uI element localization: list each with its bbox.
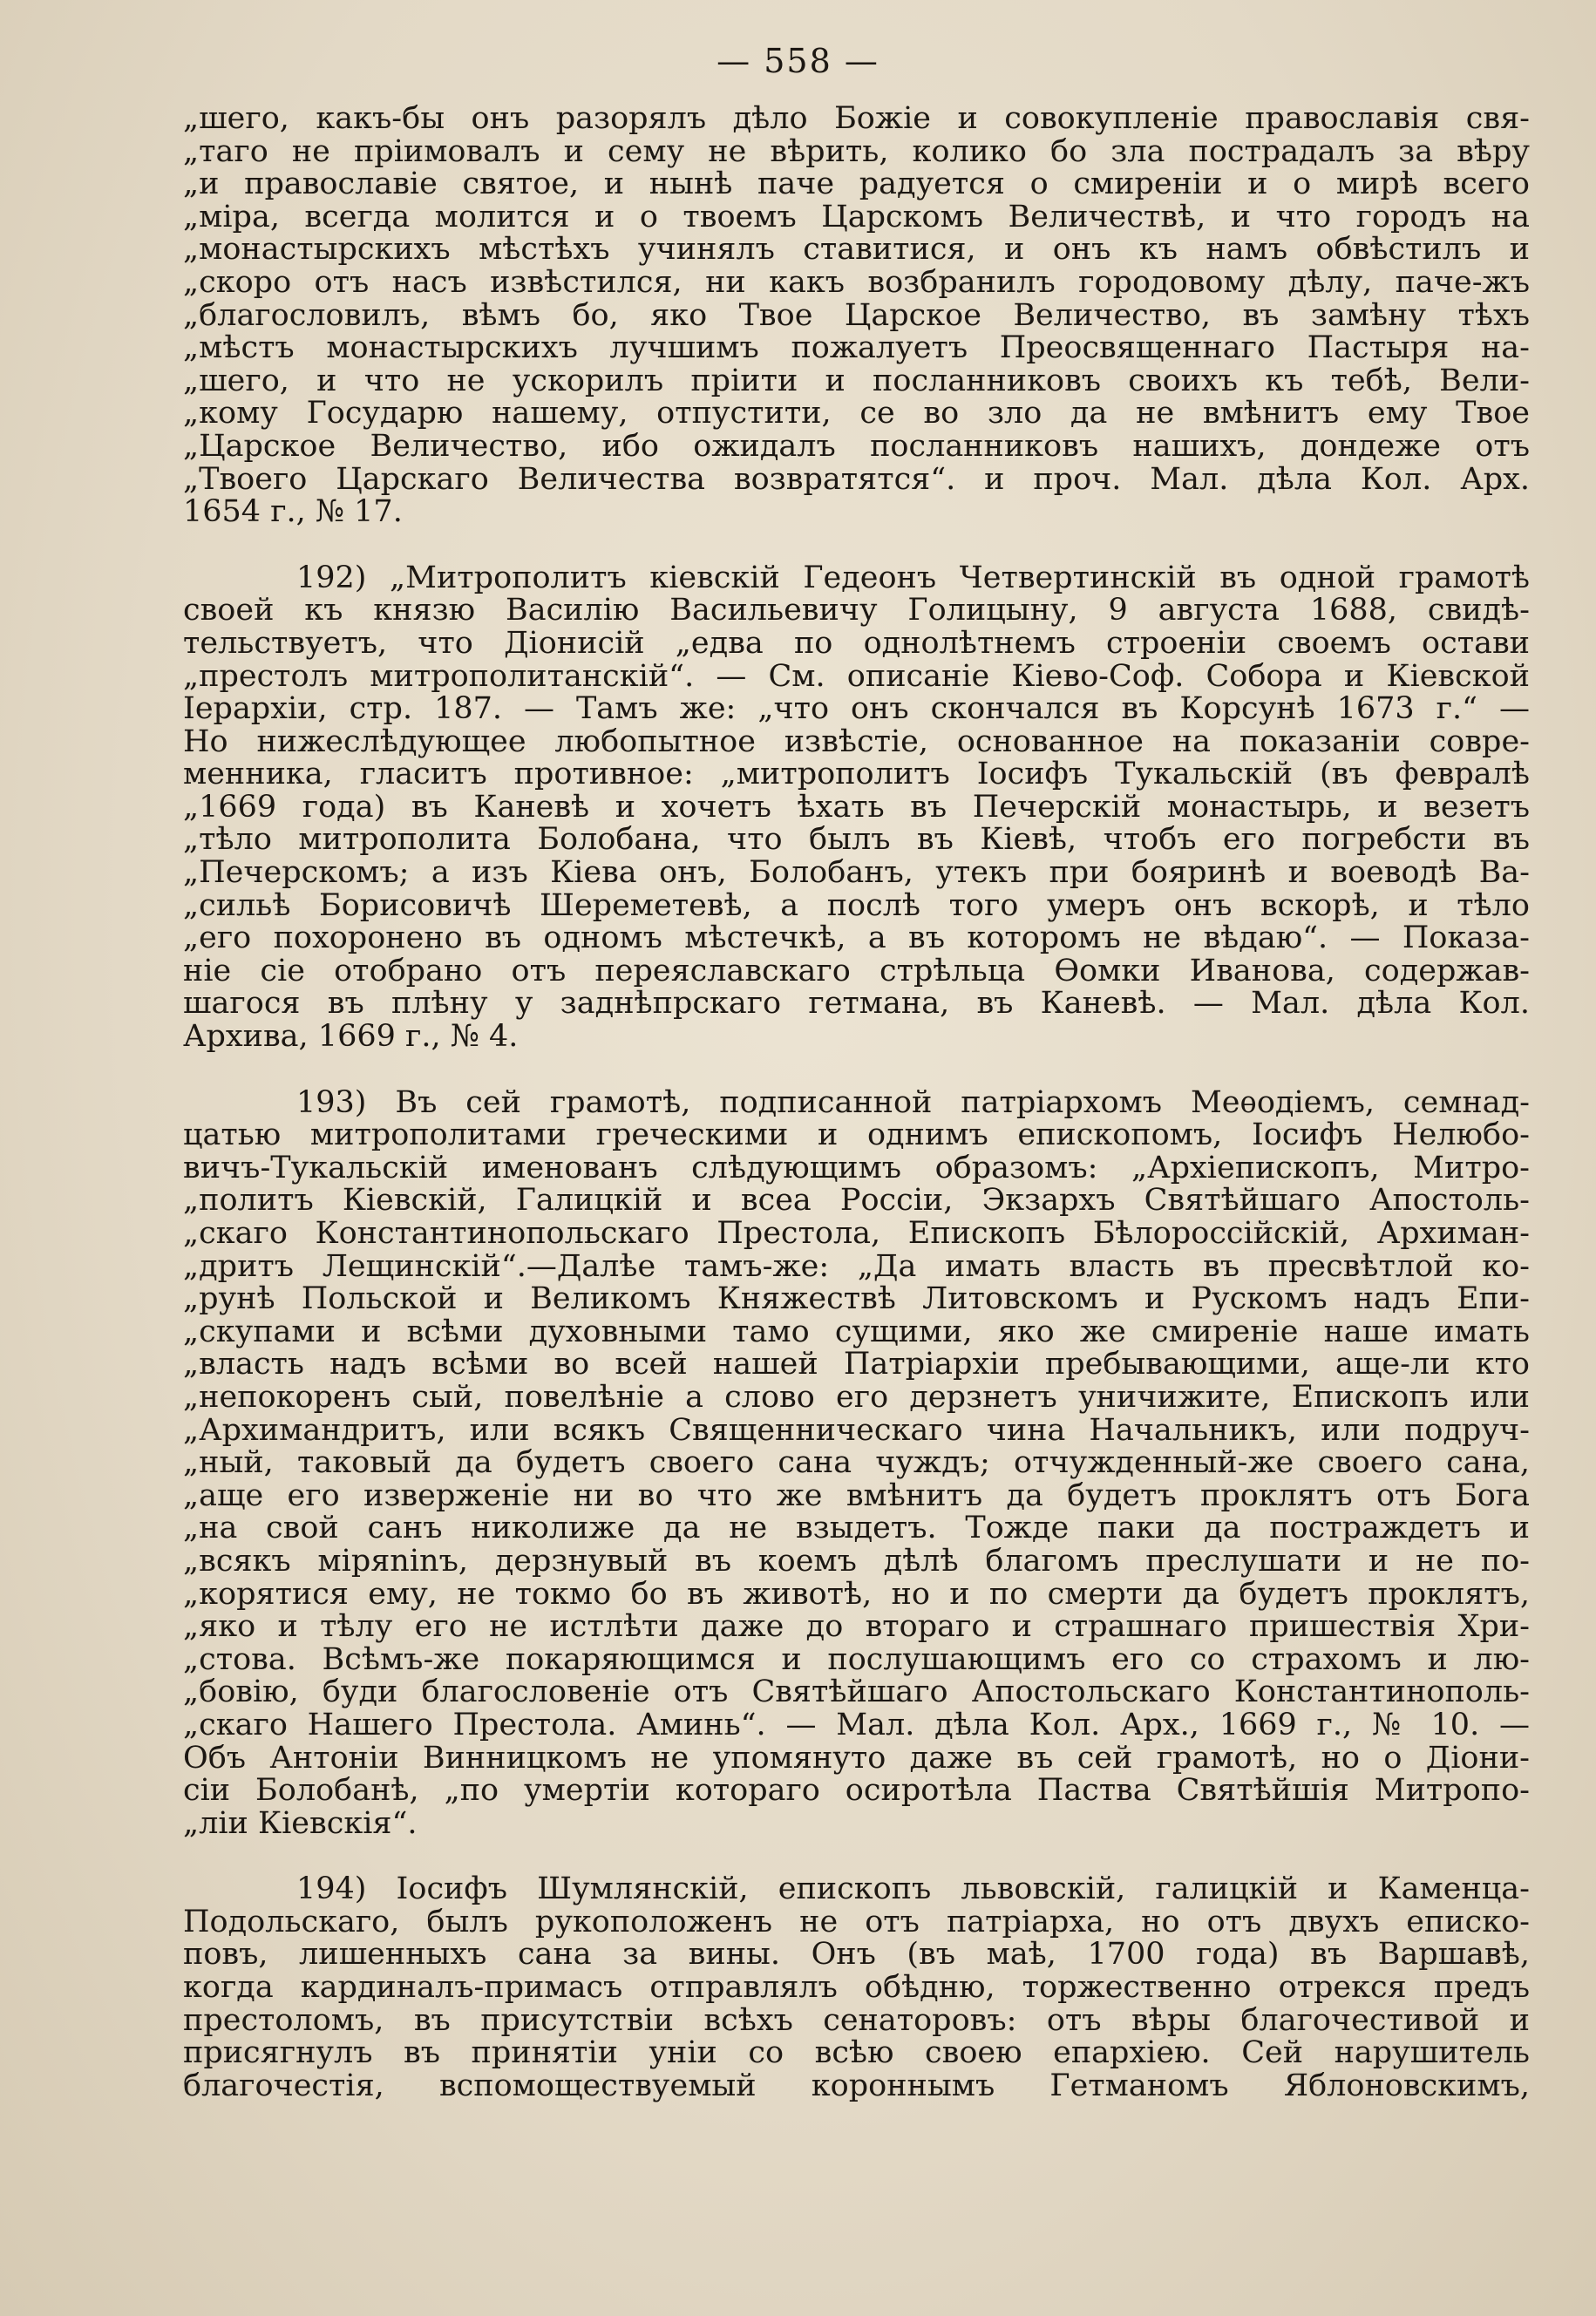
text-line: „рунѣ Польской и Великомъ Княжествѣ Литовскомъ и Рускомъ надъ Епи-: [183, 1283, 1530, 1316]
text-line: „1669 года) въ Каневѣ и хочетъ ѣхать въ Печерскій монастырь, и везетъ: [183, 791, 1530, 825]
text-line: ніе сіе отобрано отъ переяславскаго стрѣльца Ѳомки Иванова, содержав-: [183, 954, 1530, 988]
text-line: когда кардиналъ-примасъ отправлялъ обѣдню, торжественно отрекся предъ: [183, 1972, 1530, 2005]
text-line: „тѣло митрополита Болобана, что былъ въ Кіевѣ, чтобъ его погребсти въ: [183, 824, 1530, 858]
text-line: Іерархіи, стр. 187. — Тамъ же: „что онъ скончался въ Корсунѣ 1673 г.“ —: [183, 693, 1530, 726]
text-line: тельствуетъ, что Діонисій „едва по однолѣтнемъ строеніи своемъ остави: [183, 627, 1530, 661]
paragraph: [183, 562, 1530, 1054]
text-line: „политъ Кіевскій, Галицкій и всеа Россіи, Экзархъ Святѣйшаго Апостоль-: [183, 1185, 1530, 1218]
text-line: „и православіе святое, и нынѣ паче радуется о смиреніи и о мирѣ всего: [183, 168, 1530, 201]
text-line: „Царское Величество, ибо ожидалъ посланниковъ нашихъ, дондеже отъ: [183, 430, 1530, 464]
text-line: „таго не пріимовалъ и сему не вѣрить, колико бо зла пострадалъ за вѣру: [183, 135, 1530, 169]
text-line: „дритъ Лещинскій“.—Далѣе тамъ-же: „Да имать власть въ пресвѣтлой ко-: [183, 1250, 1530, 1284]
text-line: „кому Государю нашему, отпустити, се во зло да не вмѣнитъ ему Твое: [183, 397, 1530, 431]
text-line: „міра, всегда молится и о твоемъ Царскомъ Величествѣ, и что городъ на: [183, 200, 1530, 234]
text-line: „Печерскомъ; а изъ Кіева онъ, Болобанъ, утекъ при бояринѣ и воеводѣ Ва-: [183, 857, 1530, 890]
text-line: „скаго Константинопольскаго Престола, Епископъ Бѣлороссійскій, Архиман-: [183, 1218, 1530, 1251]
text-line: повъ, лишенныхъ сана за вины. Онъ (въ маѣ, 1700 года) въ Варшавѣ,: [183, 1939, 1530, 1973]
text-line: шагося въ плѣну у заднѣпрскаго гетмана, въ Каневѣ. — Мал. дѣла Кол.: [183, 988, 1530, 1022]
text-line: „благословилъ, вѣмъ бо, яко Твое Царское Величество, въ замѣну тѣхъ: [183, 299, 1530, 333]
text-line: вичъ-Тукальскій именованъ слѣдующимъ образомъ: „Архіепископъ, Митро-: [183, 1151, 1530, 1185]
text-line: „власть надъ всѣми во всей нашей Патріархіи пребывающими, аще-ли кто: [183, 1348, 1530, 1382]
text-line: Подольскаго, былъ рукоположенъ не отъ патріарха, но отъ двухъ еписко-: [183, 1905, 1530, 1939]
text-line: „на свой санъ николиже да не взыдетъ. Тожде паки да постраждетъ и: [183, 1512, 1530, 1545]
text-line: „престолъ митрополитанскій“. — См. описаніе Кіево-Соф. Собора и Кіевской: [183, 660, 1530, 694]
text-line: „шего, и что не ускорилъ пріити и посланниковъ своихъ къ тебѣ, Вели-: [183, 364, 1530, 398]
text-line: „его похоронено въ одномъ мѣстечкѣ, а въ которомъ не вѣдаю“. — Показа-: [183, 922, 1530, 955]
text-line: „скаго Нашего Престола. Аминь“. — Мал. дѣла Кол. Арх., 1669 г., № 10. —: [183, 1708, 1530, 1742]
text-line: „непокоренъ сый, повелѣніе а слово его дерзнетъ уничижите, Епископъ или: [183, 1381, 1530, 1415]
text-line: „шего, какъ-бы онъ разорялъ дѣло Божіе и совокупленіе православія свя-: [183, 103, 1530, 136]
text-line: „стова. Всѣмъ-же покаряющимся и послушающимъ его со страхомъ и лю-: [183, 1643, 1530, 1677]
text-line: „скупами и всѣми духовными тамо сущими, яко же смиреніе наше имать: [183, 1315, 1530, 1349]
text-line: сіи Болобанѣ, „по умертіи котораго осиротѣла Паства Святѣйшія Митропо-: [183, 1775, 1530, 1808]
text-line: 192) „Митрополитъ кіевскій Гедеонъ Четвертинскій въ одной грамотѣ: [296, 561, 1530, 595]
text-line: Но нижеслѣдующее любопытное извѣстіе, основанное на показаніи совре-: [183, 725, 1530, 759]
text-line: „ліи Кіевскія“.: [183, 1807, 418, 1841]
text-line: Архива, 1669 г., № 4.: [183, 1021, 519, 1054]
paragraph: [183, 1087, 1530, 1841]
page-number: — 558 —: [717, 42, 879, 80]
text-line: „бовію, буди благословеніе отъ Святѣйшаго Апостольскаго Константинополь-: [183, 1676, 1530, 1709]
text-line: „скоро отъ насъ извѣстился, ни какъ возбранилъ городовому дѣлу, паче-жъ: [183, 266, 1530, 300]
text-line: цатью митрополитами греческими и однимъ епископомъ, Іосифъ Нелюбо-: [183, 1119, 1530, 1152]
text-line: присягнулъ въ принятіи уніи со всѣю своею епархіею. Сей нарушитель: [183, 2037, 1530, 2070]
text-line: благочестія, вспомоществуемый короннымъ Гетманомъ Яблоновскимъ,: [183, 2069, 1530, 2103]
text-line: 193) Въ сей грамотѣ, подписанной патріархомъ Меѳодіемъ, семнад-: [296, 1086, 1530, 1120]
text-line: „корятися ему, не токмо бо въ животѣ, но и по смерти да будетъ проклятъ,: [183, 1578, 1530, 1612]
text-line: „сильѣ Борисовичѣ Шереметевѣ, а послѣ того умеръ онъ вскорѣ, и тѣло: [183, 889, 1530, 923]
text-line: „всякъ міряninъ, дерзнувый въ коемъ дѣлѣ благомъ преслушати и не по-: [183, 1545, 1530, 1579]
text-line: престоломъ, въ присутствіи всѣхъ сенаторовъ: отъ вѣры благочестивой и: [183, 2004, 1530, 2038]
text-line: 194) Іосифъ Шумлянскій, епископъ львовскій, галицкій и Каменца-: [296, 1873, 1530, 1906]
text-line: „ный, таковый да будетъ своего сана чуждъ; отчужденный-же своего сана,: [183, 1447, 1530, 1480]
text-line: своей къ князю Василію Васильевичу Голицыну, 9 августа 1688, свидѣ-: [183, 594, 1530, 628]
text-line: „аще его изверженіе ни во что же вмѣнитъ да будетъ проклятъ отъ Бога: [183, 1479, 1530, 1513]
text-line: 1654 г., № 17.: [183, 496, 403, 529]
text-line: „Твоего Царскаго Величества возвратятся“. и проч. Мал. дѣла Кол. Арх.: [183, 463, 1530, 497]
text-line: менника, гласитъ противное: „митрополитъ Іосифъ Тукальскій (въ февралѣ: [183, 758, 1530, 791]
text-line: „мѣстъ монастырскихъ лучшимъ пожалуетъ Преосвященнаго Пастыря на-: [183, 332, 1530, 365]
paragraph: [183, 103, 1530, 529]
page-body: [183, 103, 1530, 2136]
text-line: „яко и тѣлу его не истлѣти даже до втораго и страшнаго пришествія Хри-: [183, 1611, 1530, 1644]
text-line: Объ Антоніи Винницкомъ не упомянуто даже въ сей грамотѣ, но о Діони-: [183, 1742, 1530, 1776]
text-line: „Архимандритъ, или всякъ Священническаго чина Начальникъ, или подруч-: [183, 1414, 1530, 1448]
text-line: „монастырскихъ мѣстѣхъ учинялъ ставитися, и онъ къ намъ обвѣстилъ и: [183, 234, 1530, 267]
paragraph: [183, 1873, 1530, 2102]
